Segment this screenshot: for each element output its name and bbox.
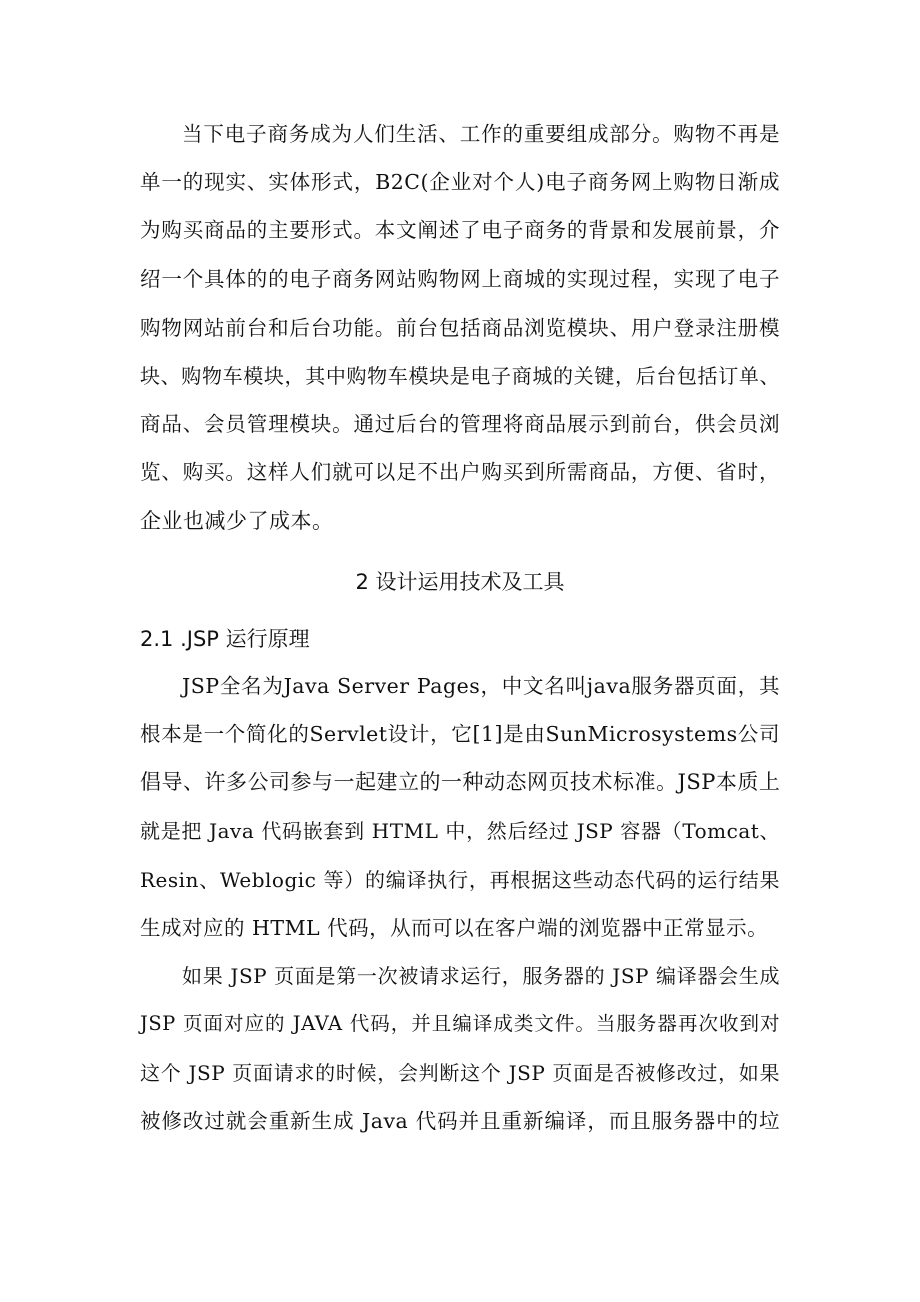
paragraph-1-line-3: 为购买商品的主要形式。本文阐述了电子商务的背景和发展前景，介 — [140, 218, 780, 242]
subsection-heading: 2.1 .JSP 运行原理 — [140, 627, 310, 651]
paragraph-1-line-6: 块、购物车模块，其中购物车模块是电子商城的关键，后台包括订单、 — [140, 364, 780, 388]
paragraph-1-line-9: 企业也减少了成本。 — [140, 509, 334, 533]
paragraph-3-line-2: JSP 页面对应的 JAVA 代码，并且编译成类文件。当服务器再次收到对 — [140, 1012, 780, 1035]
paragraph-1-line-2: 单一的现实、实体形式，B2C(企业对个人)电子商务网上购物日渐成 — [140, 170, 780, 194]
paragraph-1-line-4: 绍一个具体的的电子商务网站购物网上商城的实现过程，实现了电子 — [140, 267, 780, 291]
paragraph-2-line-6: 生成对应的 HTML 代码，从而可以在客户端的浏览器中正常显示。 — [140, 916, 769, 940]
paragraph-1-line-8: 览、购买。这样人们就可以足不出户购买到所需商品，方便、省时， — [140, 460, 780, 484]
paragraph-2-line-3: 倡导、许多公司参与一起建立的一种动态网页技术标准。JSP本质上 — [140, 770, 781, 794]
paragraph-2-line-2: 根本是一个简化的Servlet设计，它[1]是由SunMicrosystems公司 — [140, 722, 780, 746]
paragraph-2-line-4: 就是把 Java 代码嵌套到 HTML 中，然后经过 JSP 容器（Tomcat、 — [140, 819, 780, 843]
section-heading: 2 设计运用技术及工具 — [355, 570, 565, 594]
paragraph-3-line-3: 这个 JSP 页面请求的时候，会判断这个 JSP 页面是否被修改过，如果 — [140, 1061, 780, 1085]
paragraph-3-line-1: 如果 JSP 页面是第一次被请求运行，服务器的 JSP 编译器会生成 — [182, 964, 780, 988]
paragraph-2-line-5: Resin、Weblogic 等）的编译执行，再根据这些动态代码的运行结果 — [140, 868, 780, 892]
paragraph-1-line-1: 当下电子商务成为人们生活、工作的重要组成部分。购物不再是 — [182, 122, 780, 146]
paragraph-1-line-7: 商品、会员管理模块。通过后台的管理将商品展示到前台，供会员浏 — [140, 412, 780, 436]
paragraph-2-line-1: JSP全名为Java Server Pages，中文名叫java服务器页面，其 — [182, 674, 780, 698]
paragraph-3-line-4: 被修改过就会重新生成 Java 代码并且重新编译，而且服务器中的垃 — [140, 1109, 780, 1133]
paragraph-1-line-5: 购物网站前台和后台功能。前台包括商品浏览模块、用户登录注册模 — [140, 316, 780, 340]
